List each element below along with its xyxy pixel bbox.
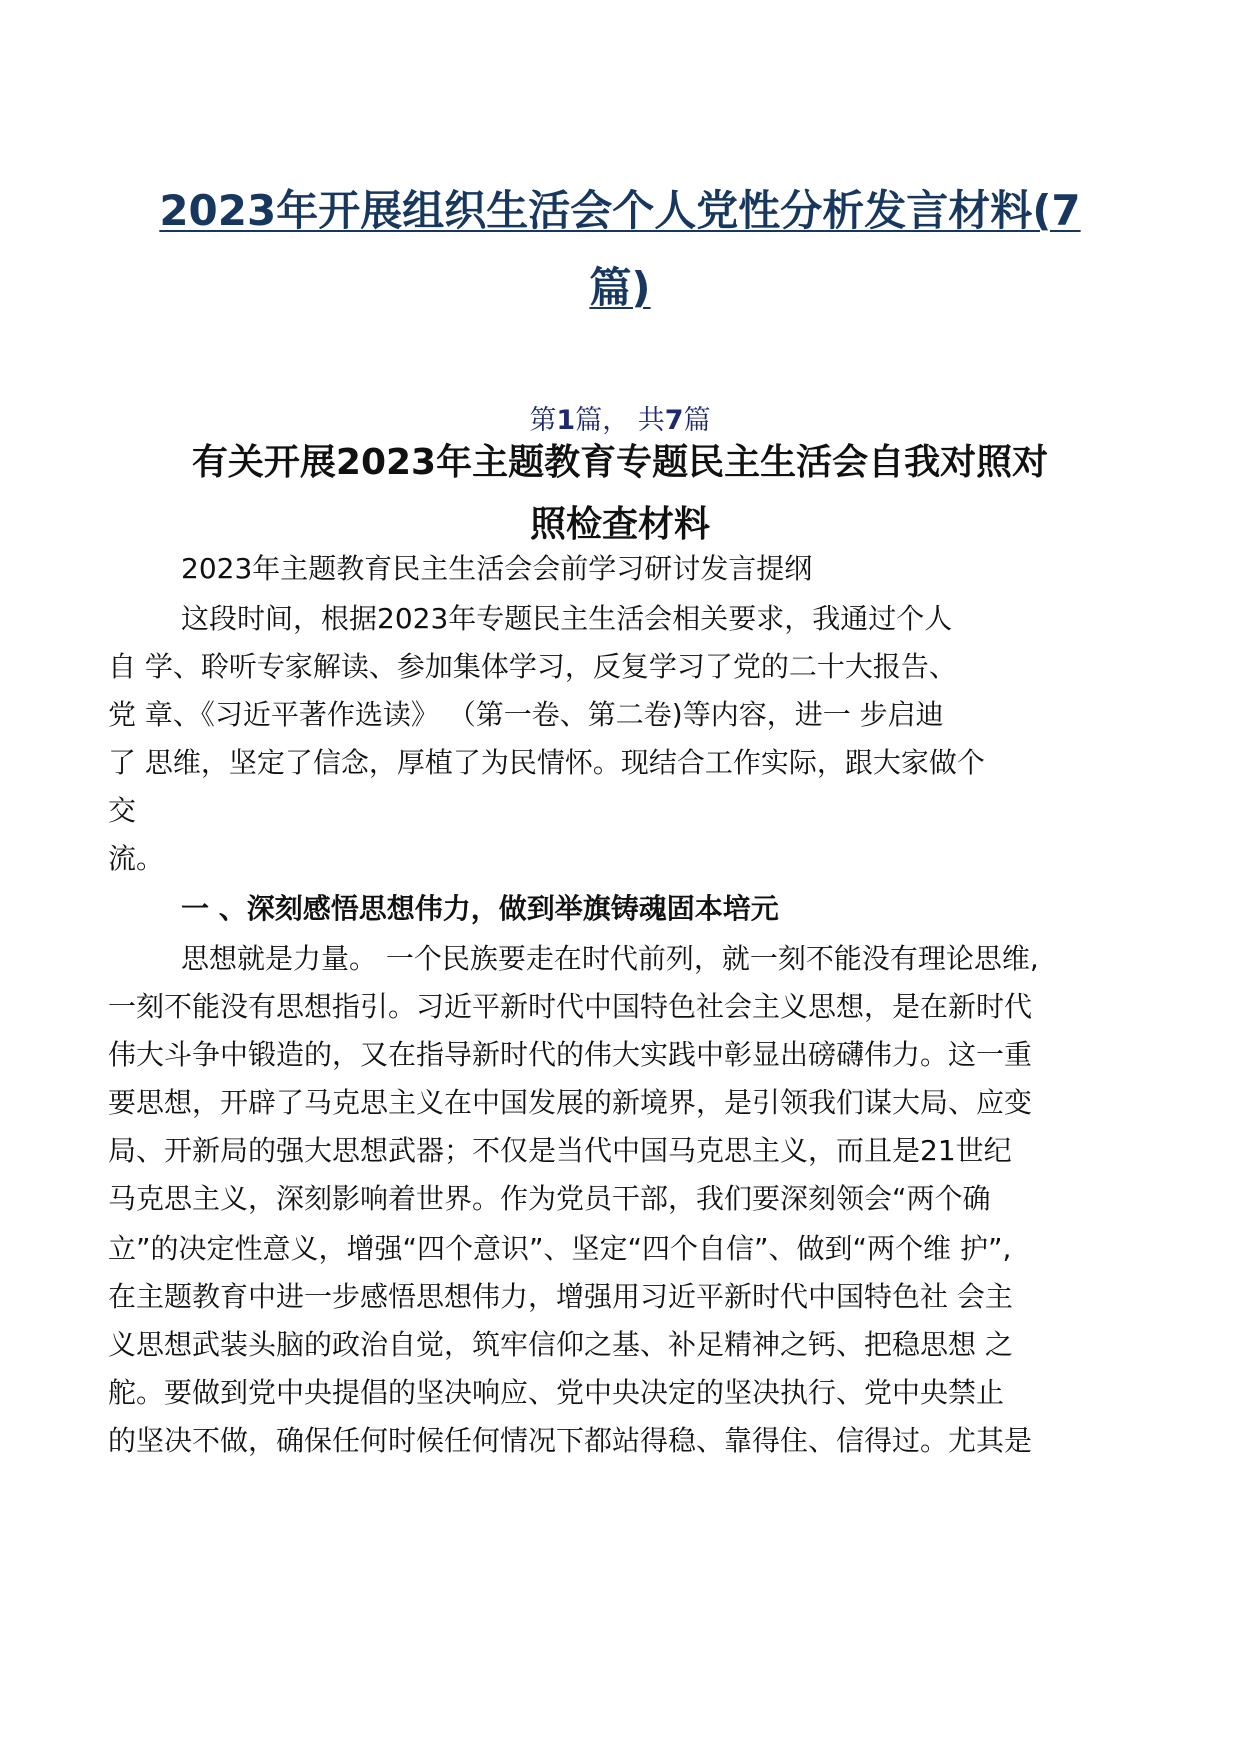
main-title-line2-text: 篇) — [589, 263, 651, 312]
part-total: 7 — [664, 405, 684, 436]
part-suffix: 篇 — [683, 405, 711, 436]
main-title-line2 — [100, 255, 1140, 315]
paragraph2-line: 义思想武装头脑的政治自觉，筑牢信仰之基、补足精神之钙、把稳思想 之 — [108, 1328, 1013, 1361]
paragraph1-line: 了 思维，坚定了信念，厚植了为民情怀。现结合工作实际，跟大家做个 — [108, 746, 985, 779]
paragraph2-line: 的坚决不做，确保任何时候任何情况下都站得稳、靠得住、信得过。尤其是 — [108, 1424, 1033, 1457]
paragraph2-line: 舵。要做到党中央提倡的坚决响应、党中央决定的坚决执行、党中央禁止 — [108, 1376, 1005, 1409]
article-title-line2: 照检查材料 — [529, 504, 710, 545]
paragraph1-line: 这段时间，根据2023年专题民主生活会相关要求，我通过个人 — [181, 602, 953, 635]
paragraph2-line: 立”的决定性意义，增强“四个意识”、坚定“四个自信”、做到“两个维 护”, — [108, 1232, 1012, 1265]
part-prefix: 第 — [529, 405, 557, 436]
paragraph1-line: 交 — [108, 794, 137, 827]
part-current: 1 — [556, 405, 576, 436]
subtitle-line: 2023年主题教育民主生活会会前学习研讨发言提纲 — [181, 552, 813, 585]
paragraph1-line: 党 章、《习近平著作选读》 （第一卷、第二卷)等内容，进一 步启迪 — [108, 698, 944, 731]
paragraph2-line: 局、开新局的强大思想武器；不仅是当代中国马克思主义，而且是21世纪 — [108, 1134, 1012, 1167]
paragraph2-line: 一刻不能没有思想指引。习近平新时代中国特色社会主义思想，是在新时代 — [108, 990, 1033, 1023]
section-heading: 一 、深刻感悟思想伟力，做到举旗铸魂固本培元 — [181, 892, 779, 925]
paragraph2-line: 要思想，开辟了马克思主义在中国发展的新境界，是引领我们谋大局、应变 — [108, 1086, 1033, 1119]
paragraph1-line: 流。 — [108, 842, 165, 875]
paragraph2-line: 伟大斗争中锻造的，又在指导新时代的伟大实践中彰显出磅礴伟力。这一重 — [108, 1038, 1033, 1071]
part-indicator — [0, 398, 1240, 437]
main-title-line1-text: 2023年开展组织生活会个人党性分析发言材料(7 — [159, 186, 1081, 235]
paragraph2-line: 思想就是力量。 一个民族要走在时代前列，就一刻不能没有理论思维, — [181, 942, 1039, 975]
part-middle: 篇， 共 — [575, 405, 665, 436]
paragraph2-line: 马克思主义，深刻影响着世界。作为党员干部，我们要深刻领会“两个确 — [108, 1182, 991, 1215]
main-title-line1 — [100, 178, 1140, 238]
paragraph2-line: 在主题教育中进一步感悟思想伟力，增强用习近平新时代中国特色社 会主 — [108, 1280, 1013, 1313]
paragraph1-line: 自 学、聆听专家解读、参加集体学习，反复学习了党的二十大报告、 — [108, 650, 957, 683]
article-title-line1: 有关开展2023年主题教育专题民主生活会自我对照对 — [191, 442, 1049, 483]
